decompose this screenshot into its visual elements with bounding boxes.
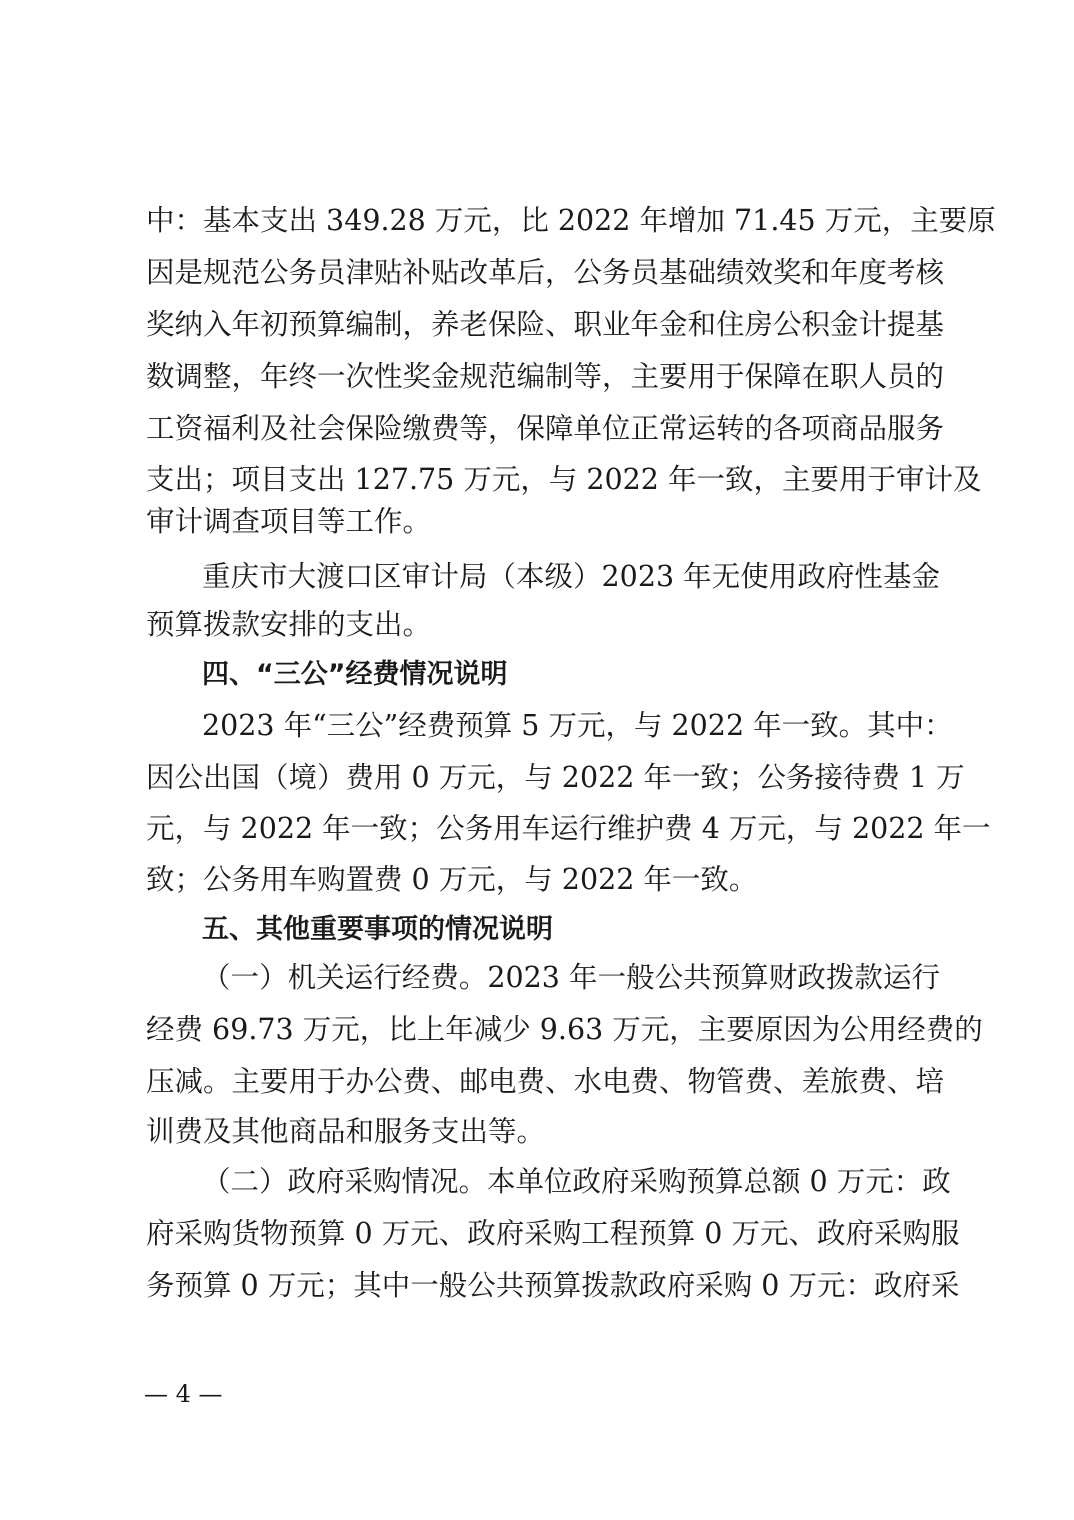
body-text-line: 压减。主要用于办公费、邮电费、水电费、物管费、差旅费、培 — [146, 1065, 945, 1098]
body-text-line: （一）机关运行经费。2023 年一般公共预算财政拨款运行 — [202, 961, 940, 994]
body-text-line: 预算拨款安排的支出。 — [146, 608, 432, 641]
body-text-line: 奖纳入年初预算编制，养老保险、职业年金和住房公积金计提基 — [146, 308, 945, 341]
body-text-line: 因是规范公务员津贴补贴改革后，公务员基础绩效奖和年度考核 — [146, 256, 945, 289]
body-text-line: 工资福利及社会保险缴费等，保障单位正常运转的各项商品服务 — [146, 412, 945, 445]
body-text-line: 元，与 2022 年一致；公务用车运行维护费 4 万元，与 2022 年一 — [146, 812, 991, 845]
page-number: — 4 — — [144, 1380, 223, 1408]
body-text-line: 重庆市大渡口区审计局（本级）2023 年无使用政府性基金 — [202, 560, 940, 593]
body-text-line: 致；公务用车购置费 0 万元，与 2022 年一致。 — [146, 863, 758, 896]
section-heading-sangong: 四、“三公”经费情况说明 — [202, 659, 508, 690]
body-text-line: 2023 年“三公”经费预算 5 万元，与 2022 年一致。其中： — [202, 709, 953, 742]
body-text-line: 支出；项目支出 127.75 万元，与 2022 年一致，主要用于审计及 — [146, 463, 982, 496]
section-heading-other-matters: 五、其他重要事项的情况说明 — [202, 914, 553, 945]
body-text-line: 务预算 0 万元；其中一般公共预算拨款政府采购 0 万元：政府采 — [146, 1269, 960, 1302]
body-text-line: （二）政府采购情况。本单位政府采购预算总额 0 万元：政 — [202, 1165, 951, 1198]
body-text-line: 经费 69.73 万元，比上年减少 9.63 万元，主要原因为公用经费的 — [146, 1013, 983, 1046]
body-text-line: 训费及其他商品和服务支出等。 — [146, 1115, 546, 1148]
body-text-line: 因公出国（境）费用 0 万元，与 2022 年一致；公务接待费 1 万 — [146, 761, 965, 794]
body-text-line: 数调整，年终一次性奖金规范编制等，主要用于保障在职人员的 — [146, 360, 945, 393]
body-text-line: 审计调查项目等工作。 — [146, 505, 432, 538]
body-text-line: 府采购货物预算 0 万元、政府采购工程预算 0 万元、政府采购服 — [146, 1217, 960, 1250]
body-text-line: 中：基本支出 349.28 万元，比 2022 年增加 71.45 万元，主要原 — [146, 204, 996, 237]
